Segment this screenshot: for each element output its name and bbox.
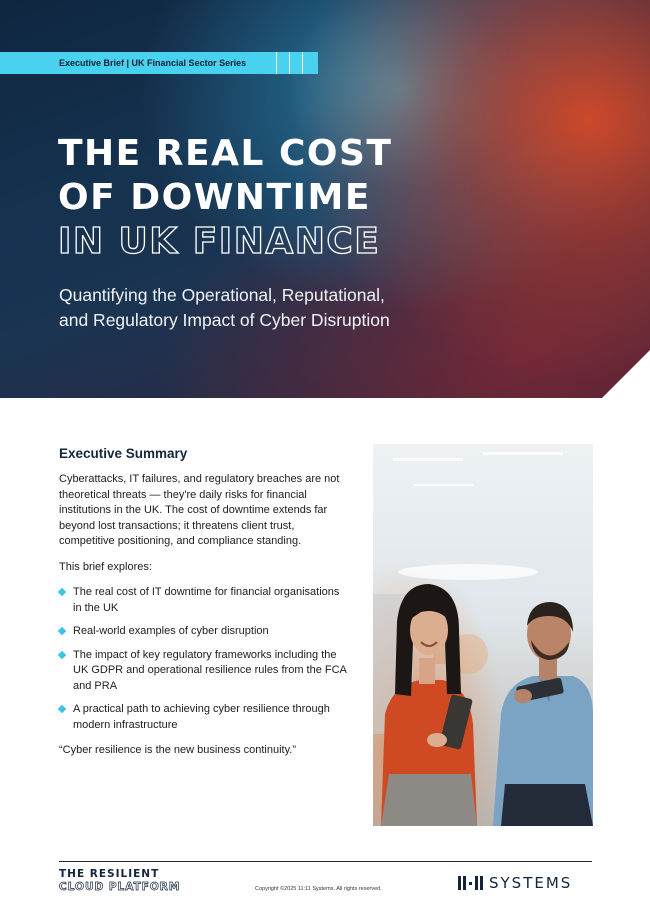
brand-line-2: CLOUD PLATFORM [59,881,181,893]
bullet-item: The impact of key regulatory frameworks including the UK GDPR and operational resilience rules from the FCA and PRA [59,648,349,695]
summary-heading: Executive Summary [59,446,188,461]
title-line-1: THE REAL COST [58,133,393,174]
bullet-item: Real-world examples of cyber disruption [59,624,349,640]
summary-quote: “Cyber resilience is the new business continuity.” [59,744,297,756]
bullet-list [59,585,349,733]
brand-line-1: THE RESILIENT [59,868,160,880]
eleven-eleven-logo-icon [458,876,483,890]
footer-divider [59,861,592,862]
summary-intro: Cyberattacks, IT failures, and regulatory breaches are not theoretical threats — they're daily risks for financial institutions in the UK. The cost of downtime extends far beyond lost transactions; it threatens client trust, competitive positioning, and compliance standing. [59,473,340,547]
summary-lead: This brief explores: [59,560,152,573]
hero-banner [0,0,650,398]
office-photo [373,444,593,826]
series-tag-label: Executive Brief | UK Financial Sector Series [59,58,247,68]
diamond-bullet-icon [58,650,66,658]
logo-wordmark: SYSTEMS [489,874,573,892]
diamond-bullet-icon [58,705,66,713]
page-title [58,132,392,264]
bullet-item: The real cost of IT downtime for financial organisations in the UK [59,585,349,616]
subtitle-line-2: and Regulatory Impact of Cyber Disruption [59,310,390,330]
title-line-2: OF DOWNTIME [58,177,371,218]
series-tag-bars [276,52,312,74]
diamond-bullet-icon [58,627,66,635]
company-logo [458,874,572,892]
copyright-notice: Copyright ©2025 11:11 Systems. All rights reserved. [255,886,382,892]
bullet-item: A practical path to achieving cyber resilience through modern infrastructure [59,702,349,733]
footer-brand [59,868,180,894]
series-tag [0,52,318,74]
diamond-bullet-icon [58,588,66,596]
executive-summary [59,446,349,769]
page-subtitle [59,283,499,333]
hero-corner-cut [602,350,650,398]
title-line-3: IN UK FINANCE [58,221,381,262]
subtitle-line-1: Quantifying the Operational, Reputational, [59,285,385,305]
